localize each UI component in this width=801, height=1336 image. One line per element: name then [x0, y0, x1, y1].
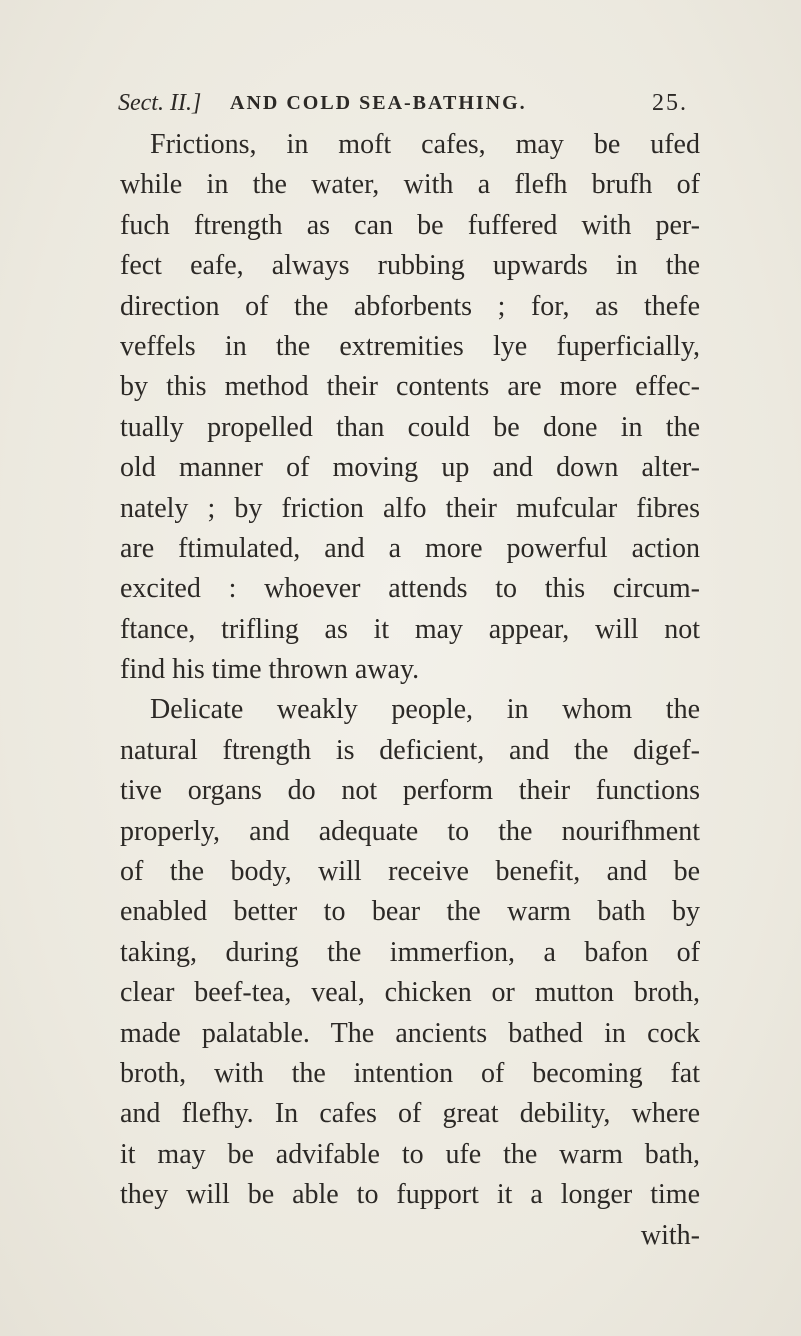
text-line: Frictions, in moft cafes, may be ufed: [150, 129, 700, 160]
text-line: fuch ftrength as can be fuffered with per-: [120, 209, 700, 241]
catchword: with-: [640, 1219, 700, 1251]
text-line: broth, with the intention of becoming fat: [120, 1057, 700, 1089]
text-line: they will be able to fupport it a longer time: [120, 1179, 700, 1211]
text-line: it may be advifable to ufe the warm bath,: [120, 1138, 700, 1170]
page-number: 25.: [652, 90, 688, 116]
text-line: nately ; by friction alfo their mufcular fibres: [120, 492, 700, 524]
text-line: tually propelled than could be done in the: [120, 411, 700, 443]
text-line: natural ftrength is deficient, and the digef-: [120, 734, 700, 766]
text-line: find his time thrown away.: [120, 654, 420, 686]
text-line: by this method their contents are more effec-: [120, 371, 700, 403]
text-line: clear beef-tea, veal, chicken or mutton broth,: [120, 977, 700, 1009]
body-text: [120, 125, 700, 1256]
text-line: while in the water, with a flefh brufh of: [120, 169, 700, 201]
text-line: ftance, trifling as it may appear, will not: [120, 613, 700, 645]
text-line: properly, and adequate to the nourifhment: [120, 815, 700, 847]
text-line: Delicate weakly people, in whom the: [150, 694, 700, 726]
text-line: enabled better to bear the warm bath by: [120, 896, 700, 928]
text-line: direction of the abforbents ; for, as thefe: [120, 290, 700, 322]
text-line: are ftimulated, and a more powerful action: [120, 532, 700, 564]
section-marker: Sect. II.]: [118, 90, 202, 116]
text-line: of the body, will receive benefit, and be: [120, 856, 700, 888]
running-head: [118, 86, 688, 120]
text-line: veffels in the extremities lye fuperficially,: [120, 330, 700, 362]
text-line: and flefhy. In cafes of great debility, where: [120, 1098, 700, 1130]
text-line: old manner of moving up and down alter-: [120, 452, 700, 484]
text-line: made palatable. The ancients bathed in cock: [120, 1017, 700, 1049]
text-line: taking, during the immerfion, a bafon of: [120, 936, 700, 968]
running-title: AND COLD SEA-BATHING.: [230, 92, 527, 114]
text-line: excited : whoever attends to this circum-: [120, 573, 700, 605]
text-line: tive organs do not perform their functions: [120, 775, 700, 807]
text-line: fect eafe, always rubbing upwards in the: [120, 250, 700, 282]
